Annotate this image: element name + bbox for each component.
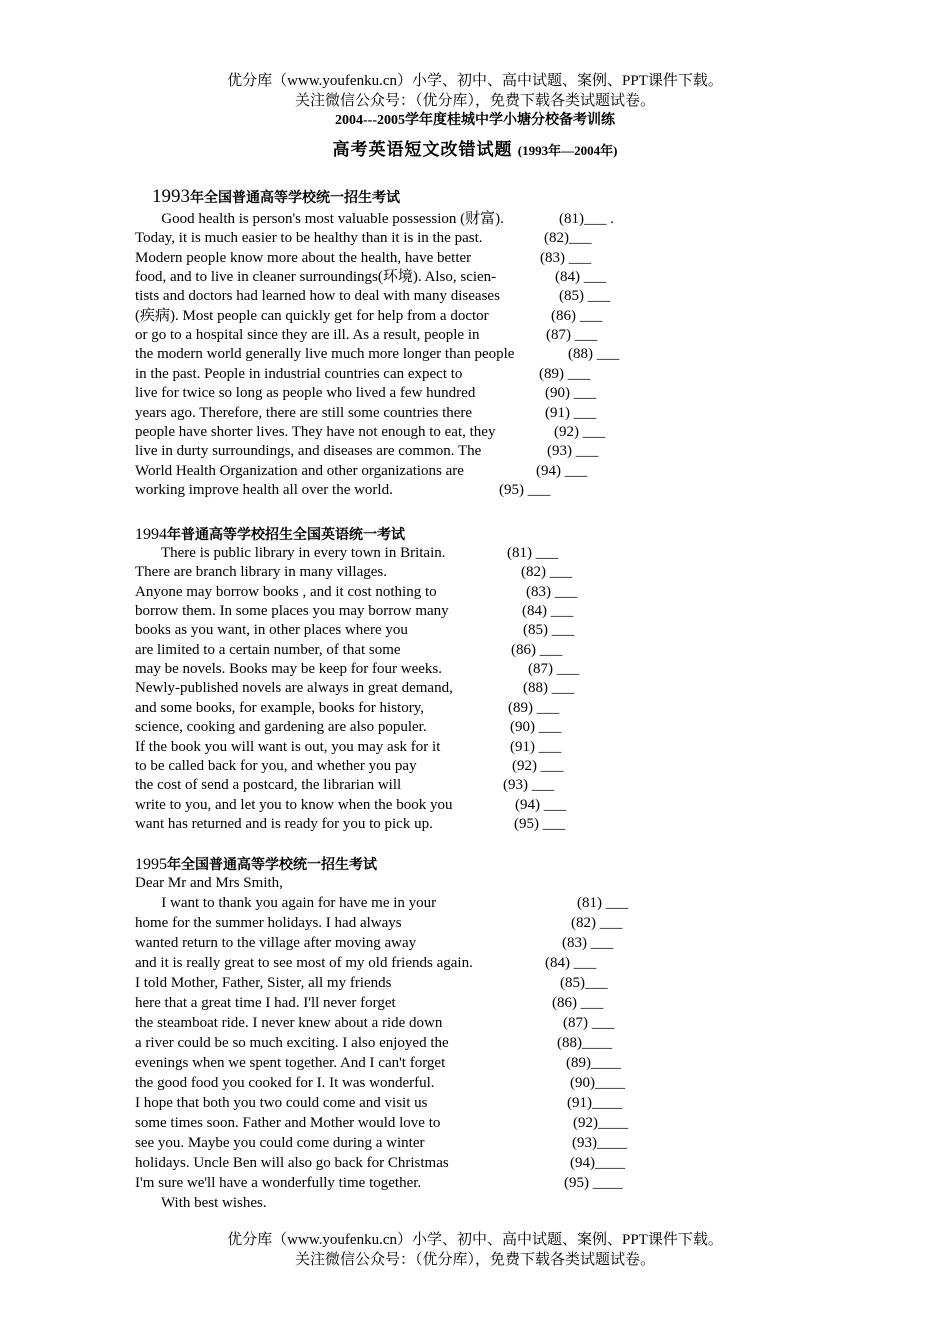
answer-blank: (88) ___ <box>568 346 620 362</box>
exercise-line: science, cooking and gardening are also populer. <box>135 719 427 735</box>
answer-blank: (84) ___ <box>522 603 574 619</box>
answer-blank: (90) ___ <box>545 385 597 401</box>
exercise-line: or go to a hospital since they are ill. As a result, people in <box>135 327 480 343</box>
answer-blank: (86) ___ <box>511 642 563 658</box>
exercise-line: wanted return to the village after moving away <box>135 935 417 951</box>
answer-blank: (87) ___ <box>563 1015 615 1031</box>
answer-blank: (93) ___ <box>547 443 599 459</box>
exercise-line: to be called back for you, and whether you pay <box>135 758 417 774</box>
exercise-line: Good health is person's most valuable possession (财富). <box>135 211 504 227</box>
answer-blank: (82) ___ <box>571 915 623 931</box>
exercise-line: holidays. Uncle Ben will also go back for Christmas <box>135 1155 449 1171</box>
exercise-line: here that a great time I had. I'll never forget <box>135 995 396 1011</box>
exercise-line: tists and doctors had learned how to deal with many diseases <box>135 288 500 304</box>
answer-blank: (87) ___ <box>546 327 598 343</box>
answer-blank: (94) ___ <box>515 797 567 813</box>
answer-blank: (91)____ <box>567 1095 622 1111</box>
exercise-line: Today, it is much easier to be healthy than it is in the past. <box>135 230 483 246</box>
answer-blank: (95) ___ <box>499 482 551 498</box>
answer-blank: (81) ___ <box>507 545 559 561</box>
subtitle-line: 2004---2005学年度桂城中学小塘分校备考训练 <box>335 113 615 128</box>
answer-blank: (85)___ <box>560 975 608 991</box>
exercise-line: food, and to live in cleaner surroundings(环境). Also, scien- <box>135 269 497 285</box>
section-heading-1994 <box>135 524 405 544</box>
exercise-line: the steamboat ride. I never knew about a ride down <box>135 1015 443 1031</box>
answer-blank: (95) ___ <box>514 816 566 832</box>
answer-blank: (82)___ <box>544 230 592 246</box>
answer-blank: (87) ___ <box>528 661 580 677</box>
answer-blank: (94)____ <box>570 1155 625 1171</box>
section-year: 1994 <box>135 526 167 543</box>
footer-line-1: 优分库（www.youfenku.cn）小学、初中、高中试题、案例、PPT课件下载。 <box>227 1232 723 1248</box>
exercise-line: borrow them. In some places you may borrow many <box>135 603 449 619</box>
exercise-line: may be novels. Books may be keep for four weeks. <box>135 661 443 677</box>
answer-blank: (88) ___ <box>523 680 575 696</box>
answer-blank: (92) ___ <box>554 424 606 440</box>
section-year: 1995 <box>135 856 167 873</box>
exercise-line: evenings when we spent together. And I can't forget <box>135 1055 446 1071</box>
answer-blank: (88)____ <box>557 1035 612 1051</box>
exercise-line: I'm sure we'll have a wonderfully time together. <box>135 1175 422 1191</box>
exercise-line: some times soon. Father and Mother would love to <box>135 1115 441 1131</box>
answer-blank: (93)____ <box>572 1135 627 1151</box>
exercise-line: There is public library in every town in Britain. <box>135 545 446 561</box>
answer-blank: (92) ___ <box>512 758 564 774</box>
exercise-line: I hope that both you two could come and visit us <box>135 1095 428 1111</box>
exercise-line: There are branch library in many villages. <box>135 564 387 580</box>
exercise-line: Newly-published novels are always in great demand, <box>135 680 453 696</box>
answer-blank: (93) ___ <box>503 777 555 793</box>
title-years: (1993年—2004年) <box>517 143 618 158</box>
exercise-line: World Health Organization and other organizations are <box>135 463 464 479</box>
exercise-line: and it is really great to see most of my old friends again. <box>135 955 473 971</box>
section-heading-1993 <box>152 186 400 208</box>
exercise-line: If the book you will want is out, you may ask for it <box>135 739 441 755</box>
title-main: 高考英语短文改错试题 <box>332 140 513 159</box>
exercise-line: books as you want, in other places where you <box>135 622 408 638</box>
exercise-line: I told Mother, Father, Sister, all my friends <box>135 975 392 991</box>
answer-blank: (84) ___ <box>555 269 607 285</box>
exercise-line: and some books, for example, books for history, <box>135 700 424 716</box>
exercise-line: a river could be so much exciting. I also enjoyed the <box>135 1035 449 1051</box>
answer-blank: (84) ___ <box>545 955 597 971</box>
exercise-line: see you. Maybe you could come during a winter <box>135 1135 425 1151</box>
exercise-line: working improve health all over the world. <box>135 482 393 498</box>
answer-blank: (89) ___ <box>508 700 560 716</box>
section-heading-1995 <box>135 854 377 874</box>
answer-blank: (91) ___ <box>510 739 562 755</box>
section-title: 年全国普通高等学校统一招生考试 <box>167 858 377 873</box>
answer-blank: (94) ___ <box>536 463 588 479</box>
answer-blank: (95) ____ <box>564 1175 623 1191</box>
exercise-line: are limited to a certain number, of that some <box>135 642 401 658</box>
exercise-line: live in durty surroundings, and diseases are common. The <box>135 443 482 459</box>
answer-blank: (83) ___ <box>526 584 578 600</box>
section-title: 年普通高等学校招生全国英语统一考试 <box>167 528 405 543</box>
answer-blank: (83) ___ <box>562 935 614 951</box>
exercise-line: (疾病). Most people can quickly get for help from a doctor <box>135 308 489 324</box>
exercise-line: Modern people know more about the health, have better <box>135 250 472 266</box>
answer-blank: (82) ___ <box>521 564 573 580</box>
answer-blank: (83) ___ <box>540 250 592 266</box>
document-title <box>0 135 950 160</box>
exercise-line: Dear Mr and Mrs Smith, <box>135 875 283 891</box>
exercise-line: people have shorter lives. They have not enough to eat, they <box>135 424 496 440</box>
header-line-1: 优分库（www.youfenku.cn）小学、初中、高中试题、案例、PPT课件下载。 <box>227 73 723 89</box>
footer-line-2: 关注微信公众号：（优分库），免费下载各类试题试卷。 <box>294 1252 655 1268</box>
answer-blank: (86) ___ <box>552 995 604 1011</box>
answer-blank: (89)____ <box>566 1055 621 1071</box>
answer-blank: (90) ___ <box>510 719 562 735</box>
exercise-line: the modern world generally live much more longer than people <box>135 346 515 362</box>
answer-blank: (86) ___ <box>551 308 603 324</box>
answer-blank: (85) ___ <box>559 288 611 304</box>
exercise-line: the cost of send a postcard, the librarian will <box>135 777 402 793</box>
exercise-line: write to you, and let you to know when the book you <box>135 797 453 813</box>
section-title: 年全国普通高等学校统一招生考试 <box>190 191 400 206</box>
exercise-line: years ago. Therefore, there are still some countries there <box>135 405 473 421</box>
answer-blank: (90)____ <box>570 1075 625 1091</box>
exercise-line: With best wishes. <box>135 1195 267 1211</box>
answer-blank: (91) ___ <box>545 405 597 421</box>
exercise-line: in the past. People in industrial countries can expect to <box>135 366 463 382</box>
answer-blank: (92)____ <box>573 1115 628 1131</box>
header-line-2: 关注微信公众号：（优分库），免费下载各类试题试卷。 <box>294 93 655 109</box>
answer-blank: (89) ___ <box>539 366 591 382</box>
exercise-line: live for twice so long as people who lived a few hundred <box>135 385 476 401</box>
exercise-line: Anyone may borrow books , and it cost nothing to <box>135 584 437 600</box>
answer-blank: (85) ___ <box>523 622 575 638</box>
exercise-line: home for the summer holidays. I had always <box>135 915 402 931</box>
section-year: 1993 <box>152 186 190 207</box>
exercise-line: the good food you cooked for I. It was wonderful. <box>135 1075 435 1091</box>
answer-blank: (81) ___ <box>577 895 629 911</box>
exercise-line: want has returned and is ready for you to pick up. <box>135 816 433 832</box>
exercise-line: I want to thank you again for have me in your <box>135 895 437 911</box>
answer-blank: (81)___ . <box>559 211 614 227</box>
